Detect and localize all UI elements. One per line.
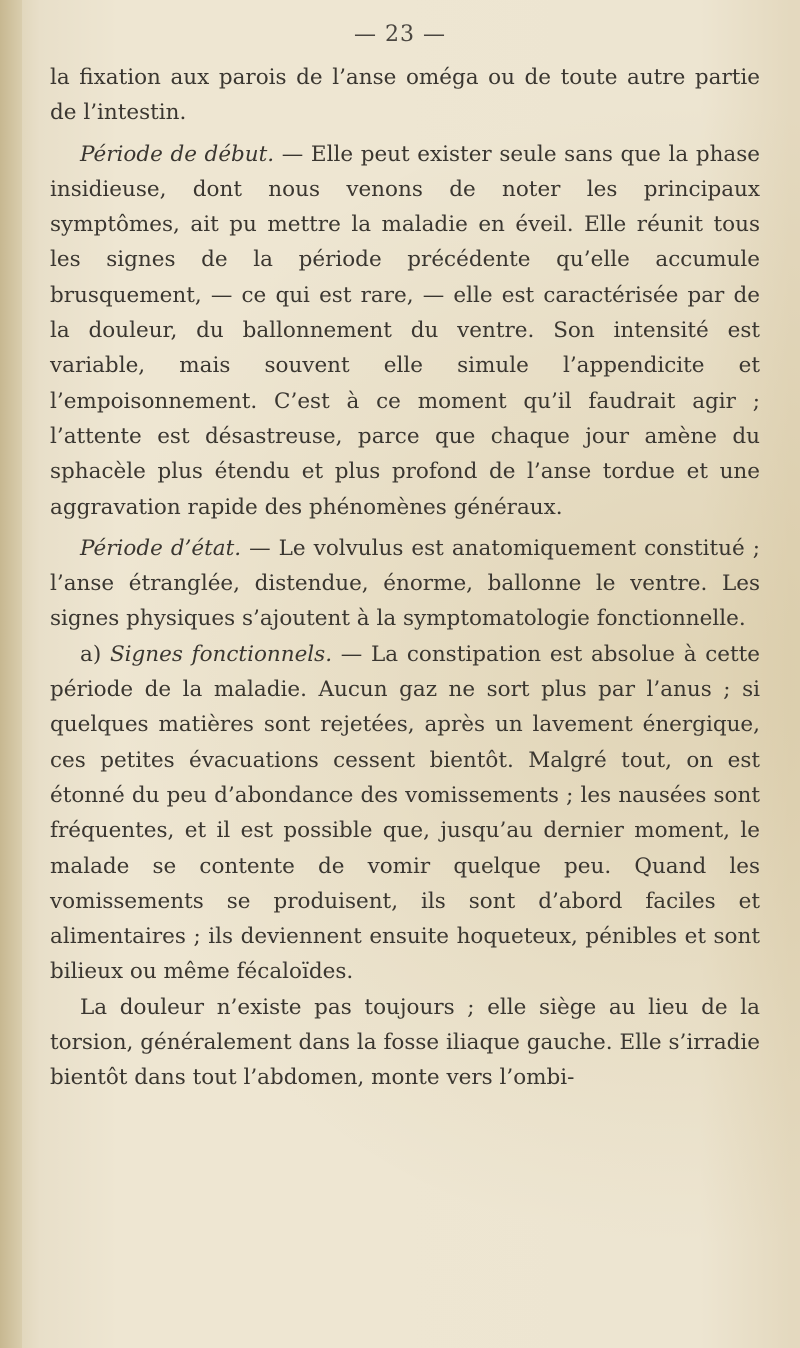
- paragraph-douleur: [50, 990, 760, 1096]
- paragraph-periode-d-etat: [50, 531, 760, 637]
- list-marker: a): [80, 641, 110, 667]
- paragraph-text: — Elle peut exister seule sans que la phase insidieuse, dont nous venons de noter les principaux symptômes, ait pu mettre la maladie en éveil. Elle réunit tous les signes de la période précédente qu’elle accumule brusquement, — ce qui est rare, — elle est caractérisée par de la douleur, du ballonnement du ventre. Son intensité est variable, mais souvent elle simule l’appendicite et l’empoisonnement. C’est à ce moment qu’il faudrait agir ; l’attente est désastreuse, parce que chaque jour amène du sphacèle plus étendu et plus profond de l’anse tordue et une aggravation rapide des phénomènes généraux.: [50, 141, 761, 520]
- body-text: [50, 60, 760, 1096]
- paragraph-text: la fixation aux parois de l’anse oméga ou de toute autre partie de l’intestin.: [50, 65, 760, 126]
- paragraph-signes-fonctionnels: [50, 637, 760, 990]
- paragraph-text: — La constipation est absolue à cette période de la maladie. Aucun gaz ne sort plus par l’anus ; si quelques matières sont rejetées, après un lavement énergique, ces petites évacuations cessent bientôt. Malgré tout, on est étonné du peu d’abondance des vomissements ; les nausées sont fréquentes, et il est possible que, jusqu’au dernier moment, le malade se contente de vomir quelque peu. Quand les vomissements se produisent, ils sont d’abord faciles et alimentaires ; ils deviennent ensuite hoqueteux, pénibles et sont bilieux ou même fécaloïdes.: [50, 641, 761, 985]
- paragraph-periode-de-debut: [50, 137, 760, 525]
- paragraph-continuation: [50, 60, 760, 131]
- page-number: — 23 —: [354, 22, 446, 47]
- book-gutter: [0, 0, 22, 1348]
- section-heading: Signes fonctionnels.: [109, 641, 333, 667]
- section-heading: Période d’état.: [80, 535, 242, 561]
- section-heading: Période de début.: [80, 141, 275, 167]
- paragraph-text: La douleur n’existe pas toujours ; elle siège au lieu de la torsion, généralement dans la fosse iliaque gauche. Elle s’irradie bientôt dans tout l’abdomen, monte vers l’ombi-: [50, 994, 760, 1091]
- paragraph-text: — Le volvulus est anatomiquement constitué ; l’anse étranglée, distendue, énorme, ballonne le ventre. Les signes physiques s’ajoutent à la symptomatologie fonctionnelle.: [50, 535, 760, 632]
